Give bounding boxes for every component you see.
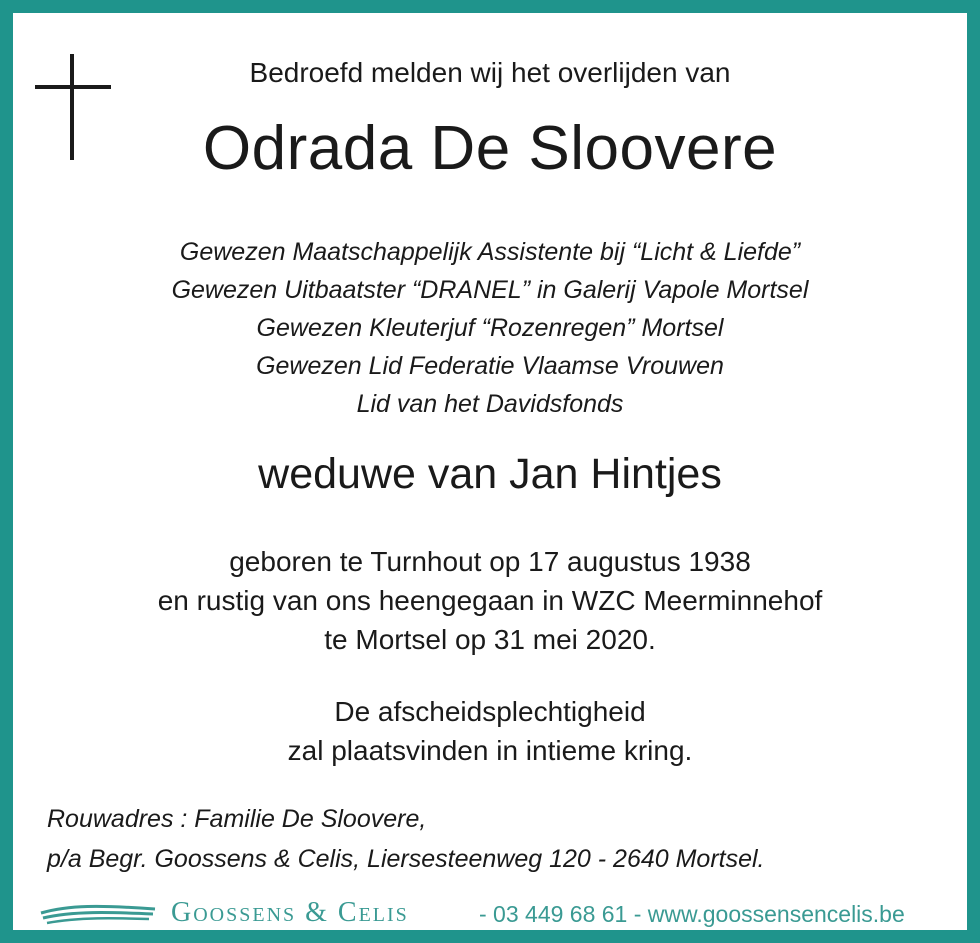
- intro-text: Bedroefd melden wij het overlijden van: [249, 57, 731, 88]
- birth-death-line: te Mortsel op 31 mei 2020.: [324, 624, 656, 655]
- footer: [39, 895, 949, 929]
- role-line: Gewezen Uitbaatster “DRANEL” in Galerij Vapole Mortsel: [171, 276, 809, 304]
- funeral-line: De afscheidsplechtigheid: [334, 696, 646, 727]
- mourning-address: [47, 799, 765, 879]
- obituary-card: [13, 13, 967, 930]
- deceased-name: Odrada De Sloovere: [202, 114, 778, 183]
- birth-death-text: [13, 542, 967, 659]
- contact-info: - 03 449 68 61 - www.goossensencelis.be: [479, 901, 905, 927]
- role-line: Gewezen Kleuterjuf “Rozenregen” Mortsel: [256, 314, 724, 342]
- birth-death-line: geboren te Turnhout op 17 augustus 1938: [229, 546, 751, 577]
- roles-list: [13, 233, 967, 423]
- role-line: Gewezen Maatschappelijk Assistente bij “Licht & Liefde”: [179, 238, 801, 266]
- address-line: Rouwadres : Familie De Sloovere,: [47, 805, 427, 833]
- brand-name: Goossens & Celis: [171, 897, 409, 928]
- widow-of-text: weduwe van Jan Hintjes: [258, 450, 722, 498]
- role-line: Lid van het Davidsfonds: [356, 390, 624, 418]
- role-line: Gewezen Lid Federatie Vlaamse Vrouwen: [256, 352, 724, 380]
- birth-death-line: en rustig van ons heengegaan in WZC Meerminnehof: [157, 585, 823, 616]
- waves-logo-icon: [39, 899, 157, 927]
- funeral-text: [13, 692, 967, 770]
- address-line: p/a Begr. Goossens & Celis, Liersesteenweg 120 - 2640 Mortsel.: [47, 845, 765, 873]
- funeral-line: zal plaatsvinden in intieme kring.: [287, 735, 693, 766]
